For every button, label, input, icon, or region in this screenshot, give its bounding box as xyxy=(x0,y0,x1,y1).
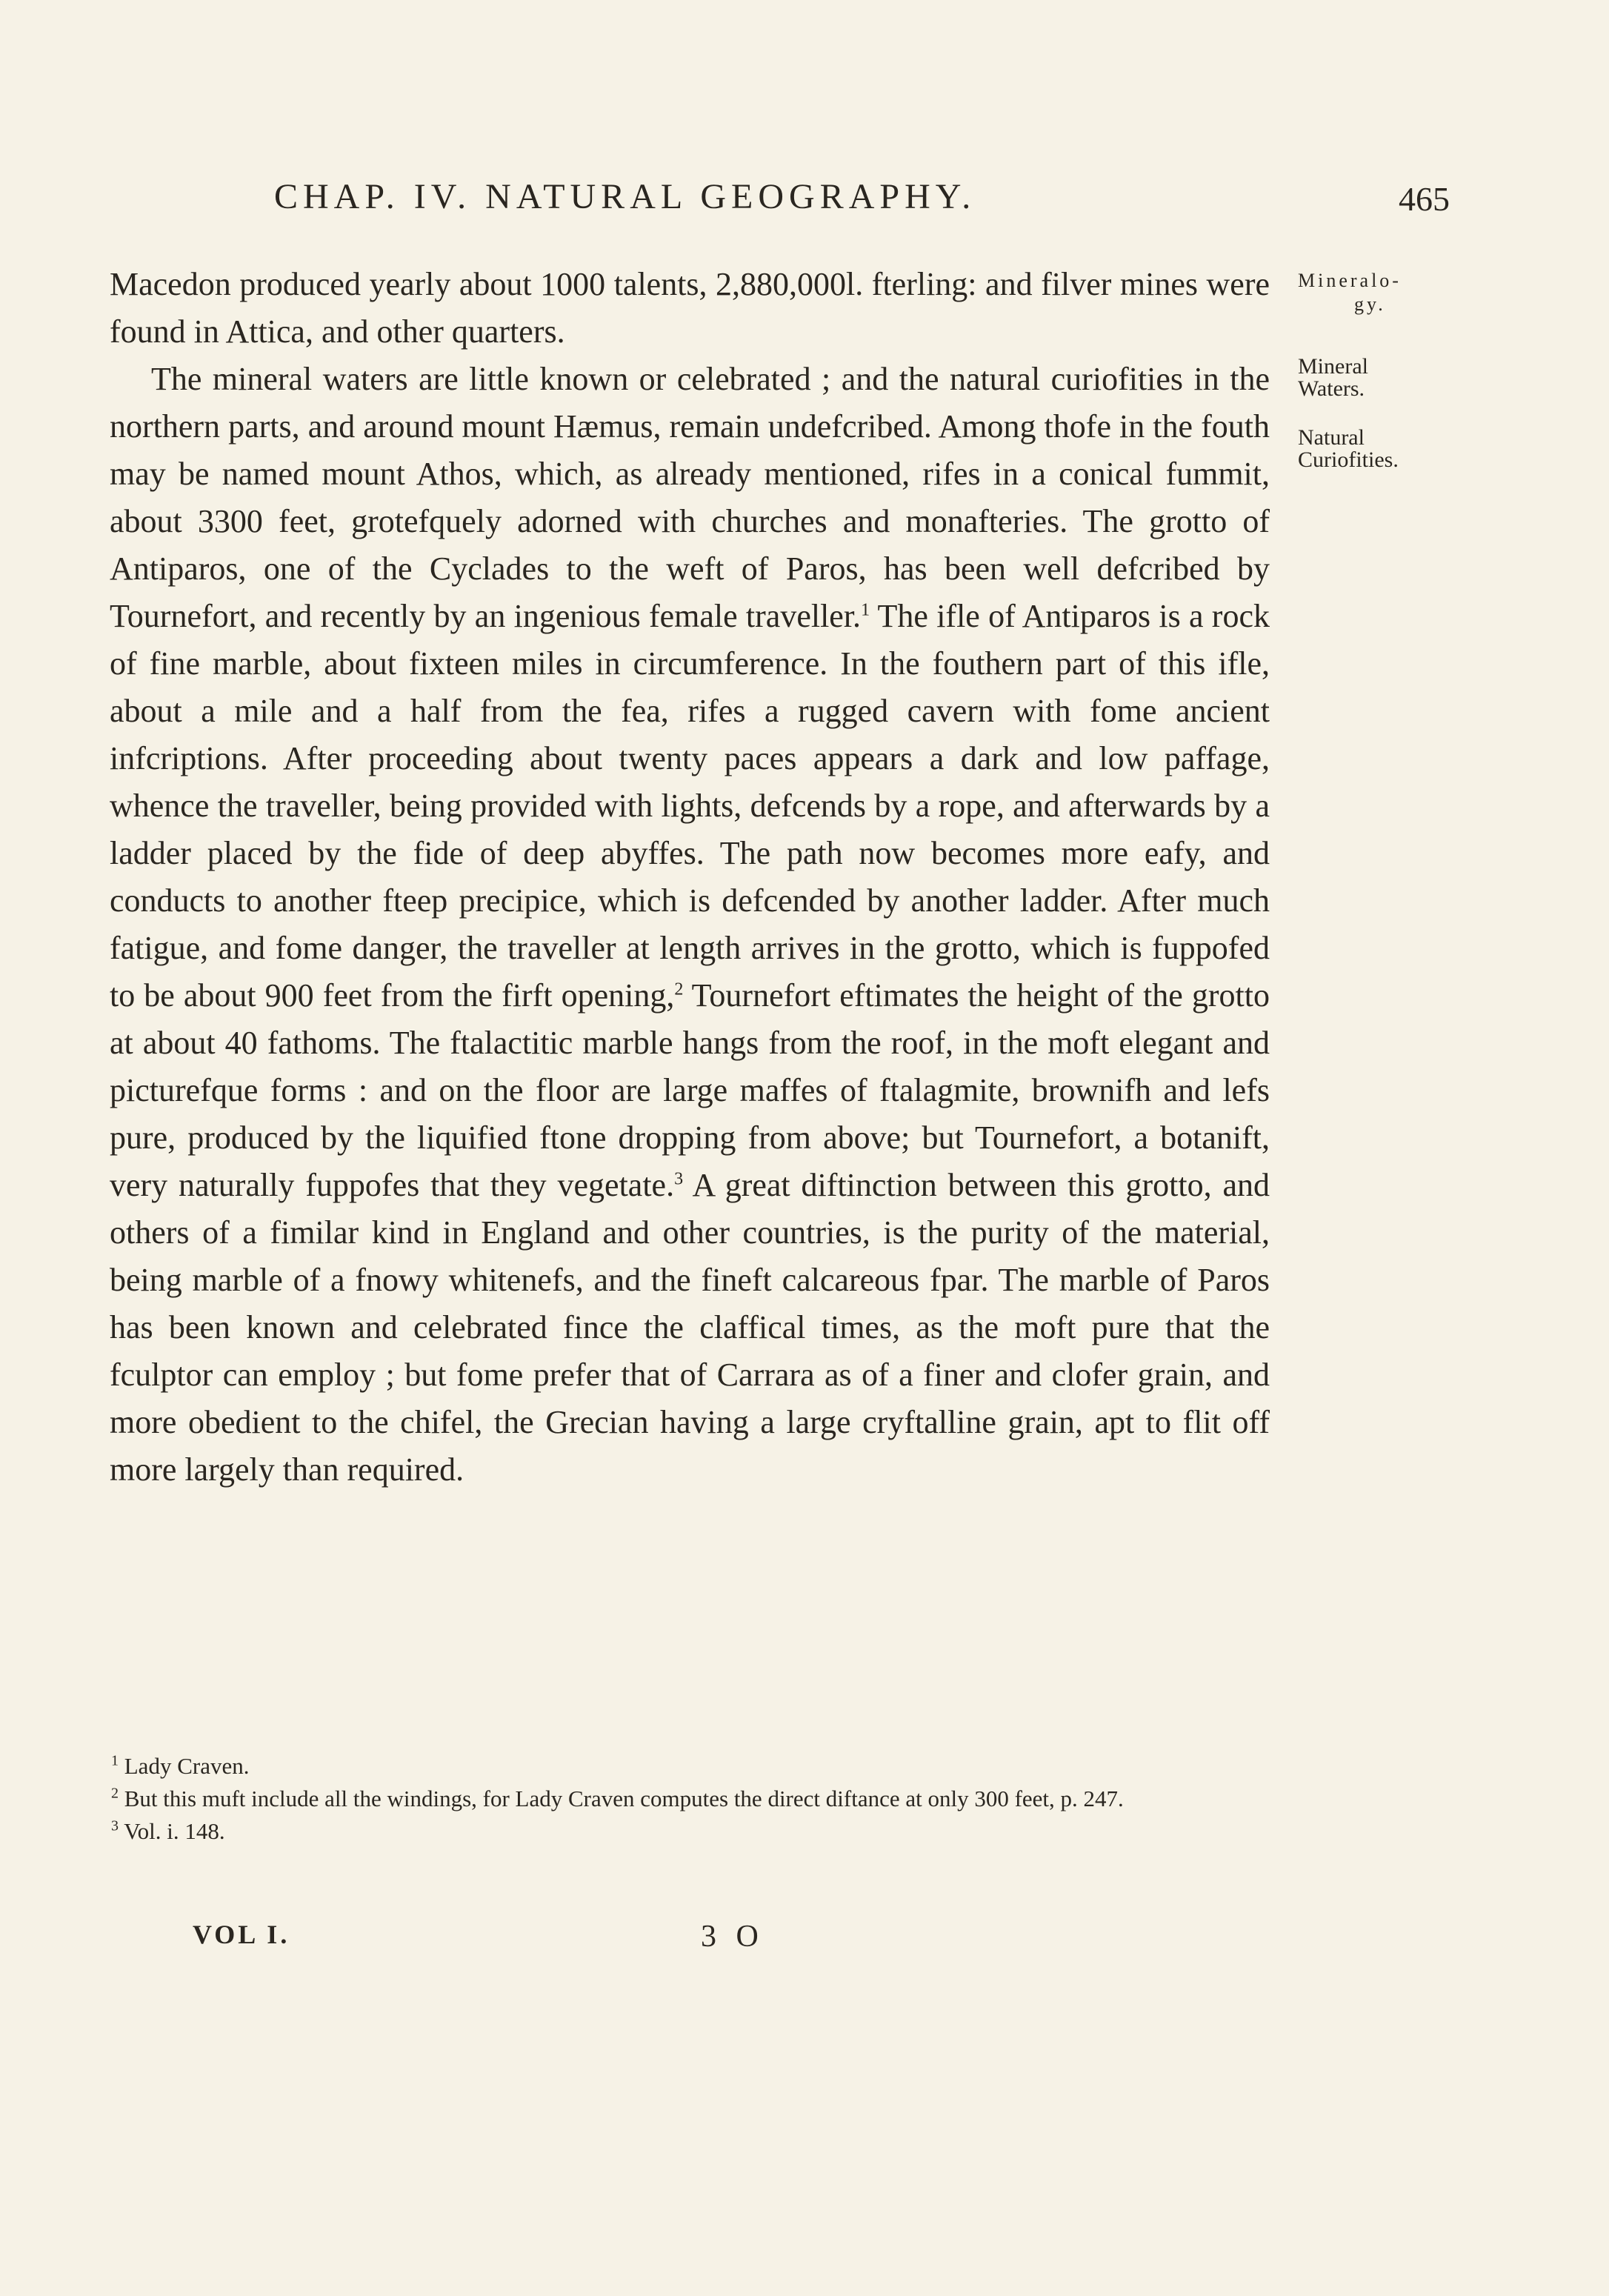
margin-note-natural-curiosities: Natural Curiofities. xyxy=(1298,425,1399,472)
footnote-1 xyxy=(111,1750,1274,1783)
page-number: 465 xyxy=(1399,180,1450,218)
signature-mark: 3 O xyxy=(701,1920,764,1954)
footnote-mark: 1 xyxy=(111,1752,119,1769)
text-segment: A great diftinction between this grotto, and others of a fimilar kind in England and other countries, is the purity of the material, being marble of a fnowy whitenefs, and the fineft calcareous fpar. The marble of Paros has been known and celebrated fince the claffical times, as the moft pure that the fculptor can employ ; but fome prefer that of Carrara as of a finer and clofer grain, and more obedient to the chifel, the Grecian having a large cryftalline grain, apt to flit off more largely than required. xyxy=(110,1167,1270,1488)
footnote-text: Lady Craven. xyxy=(124,1753,250,1779)
text-segment: Tournefort eftimates the height of the grotto at about 40 fathoms. The ftalactitic marble hangs from the roof, in the moft elegant and picturefque forms : and on the floor are large maffes of ftalagmite, brownifh and lefs pure, produced by the liquified ftone dropping from above; but Tournefort, a botanift, very naturally fuppofes that they vegetate. xyxy=(110,977,1270,1203)
footnote-mark: 2 xyxy=(111,1785,119,1802)
footnote-3 xyxy=(111,1815,1274,1848)
footnote-text: Vol. i. 148. xyxy=(124,1818,225,1844)
margin-note-mineralogy-line1: Mineralo- xyxy=(1298,270,1402,291)
text-segment: The mineral waters are little known or celebrated ; and the natural curiofities in the northern parts, and around mount Hæmus, remain undefcribed. Among thofe in the fouth may be named mount Athos, which, as already mentioned, rifes in a conical fummit, about 3300 feet, grotefquely adorned with churches and monafteries. The grotto of Antiparos, one of the Cyclades to the weft of Paros, has been well defcribed by Tournefort, and recently by an ingenious female traveller. xyxy=(110,361,1270,634)
main-text xyxy=(110,261,1270,1494)
paragraph-mineralogy: Macedon produced yearly about 1000 talents, 2,880,000l. fterling: and filver mines were found in Attica, and other quarters. xyxy=(110,266,1270,350)
margin-note-mineralogy xyxy=(1298,270,1402,316)
footnote-2 xyxy=(111,1783,1274,1815)
footnote-ref: 3 xyxy=(674,1169,684,1189)
running-head: CHAP. IV. NATURAL GEOGRAPHY. xyxy=(274,177,976,216)
volume-label: VOL I. xyxy=(193,1920,290,1949)
text-segment: The ifle of Antiparos is a rock of fine marble, about fixteen miles in circumference. In the fouthern part of this ifle, about a mile and a half from the fea, rifes a rugged cavern with fome ancient infcriptions. After proceeding about twenty paces appears a dark and low paffage, whence the traveller, being provided with lights, defcends by a rope, and afterwards by a ladder placed by the fide of deep abyffes. The path now becomes more eafy, and conducts to another fteep precipice, which is defcended by another ladder. After much fatigue, and fome danger, the traveller at length arrives in the grotto, which is fuppofed to be about 900 feet from the firft opening, xyxy=(110,598,1270,1014)
footnotes xyxy=(111,1750,1274,1848)
paragraph-natural-curiosities xyxy=(110,356,1270,1494)
margin-note-mineralogy-line2: gy. xyxy=(1354,293,1386,315)
margin-note-mineral-waters: Mineral Waters. xyxy=(1298,354,1368,401)
footnote-ref: 2 xyxy=(674,979,684,999)
footnote-ref: 1 xyxy=(861,600,870,620)
footnote-text: But this muft include all the windings, for Lady Craven computes the direct diftance at only 300 feet, p. 247. xyxy=(124,1786,1124,1811)
footnote-mark: 3 xyxy=(111,1817,119,1834)
